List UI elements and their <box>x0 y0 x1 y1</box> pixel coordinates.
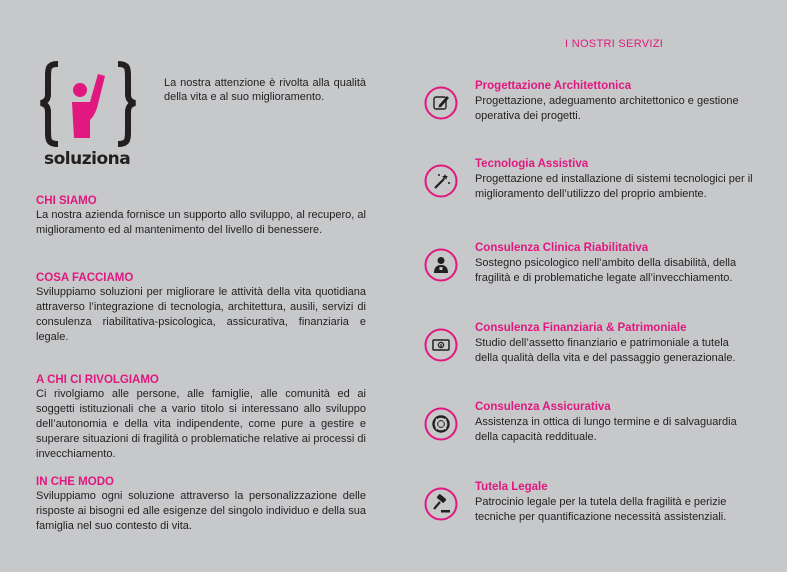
service-title: Consulenza Assicurativa <box>475 401 611 413</box>
service-body: Studio dell’assetto finanziario e patrimoniale a tutela della qualità della vita e del passaggio generazionale. <box>475 337 736 364</box>
service-title: Consulenza Finanziaria & Patrimoniale <box>475 322 687 334</box>
brand-name: soluziona <box>44 149 131 169</box>
section-body: Sviluppiamo ogni soluzione attraverso la personalizzazione delle risposte ai bisogni ed alle esigenze del singolo individuo e della sua famiglia nel suo contesto di vita. <box>36 490 366 532</box>
section-in-che-modo <box>36 475 366 534</box>
svg-text:$: $ <box>439 343 443 348</box>
service-body: Assistenza in ottica di lungo termine e di salvaguardia della capacità reddituale. <box>475 416 737 443</box>
section-cosa-facciamo <box>36 271 366 345</box>
section-chi-siamo <box>36 194 366 238</box>
services-title: I NOSTRI SERVIZI <box>565 38 664 50</box>
service-title: Consulenza Clinica Riabilitativa <box>475 242 649 254</box>
intro-text: La nostra attenzione è rivolta alla qualità della vita e al suo miglioramento. <box>164 77 366 103</box>
section-body: La nostra azienda fornisce un supporto allo sviluppo, al recupero, al miglioramento ed al mantenimento del livello di benessere. <box>36 209 366 236</box>
service-title: Tecnologia Assistiva <box>475 158 589 170</box>
section-title: IN CHE MODO <box>36 476 114 488</box>
bracket-person-logo-icon <box>38 60 138 148</box>
magic-wand-icon <box>424 164 458 198</box>
section-body: Sviluppiamo soluzioni per migliorare le attività della vita quotidiana attraverso l’integrazione di tecnologia, architettura, ausili, servizi di consulenza riabilitativa-psicologica, assicurativa, finanziaria e legale. <box>36 286 366 343</box>
section-title: CHI SIAMO <box>36 195 97 207</box>
brand-logo <box>38 60 138 170</box>
lifebuoy-icon <box>424 407 458 441</box>
service-body: Progettazione, adeguamento architettonico e gestione operativa dei progetti. <box>475 95 739 122</box>
service-body: Patrocinio legale per la tutela della fragilità e perizie tecniche per quantificazione necessità assistenziali. <box>475 496 727 523</box>
service-body: Sostegno psicologico nell’ambito della disabilità, della fragilità e di problematiche legate all’invecchiamento. <box>475 257 737 284</box>
gavel-icon <box>424 487 458 521</box>
banknote-icon <box>424 328 458 362</box>
doctor-icon <box>424 248 458 282</box>
edit-pencil-icon <box>424 86 458 120</box>
section-title: COSA FACCIAMO <box>36 272 134 284</box>
section-title: A CHI CI RIVOLGIAMO <box>36 374 159 386</box>
service-body: Progettazione ed installazione di sistemi tecnologici per il miglioramento dell’utilizzo del proprio ambiente. <box>475 173 753 200</box>
service-title: Progettazione Architettonica <box>475 80 632 92</box>
section-body: Ci rivolgiamo alle persone, alle famiglie, alle comunità ed ai soggetti istituzionali che a vario titolo si interessano allo sviluppo dell’autonomia e della vita indipendente, come pure a gestire e superare situazioni di fragilità o problematiche relative ai processi di invecchiamento. <box>36 388 366 460</box>
service-title: Tutela Legale <box>475 481 548 493</box>
section-a-chi-ci-rivolgiamo <box>36 373 366 462</box>
